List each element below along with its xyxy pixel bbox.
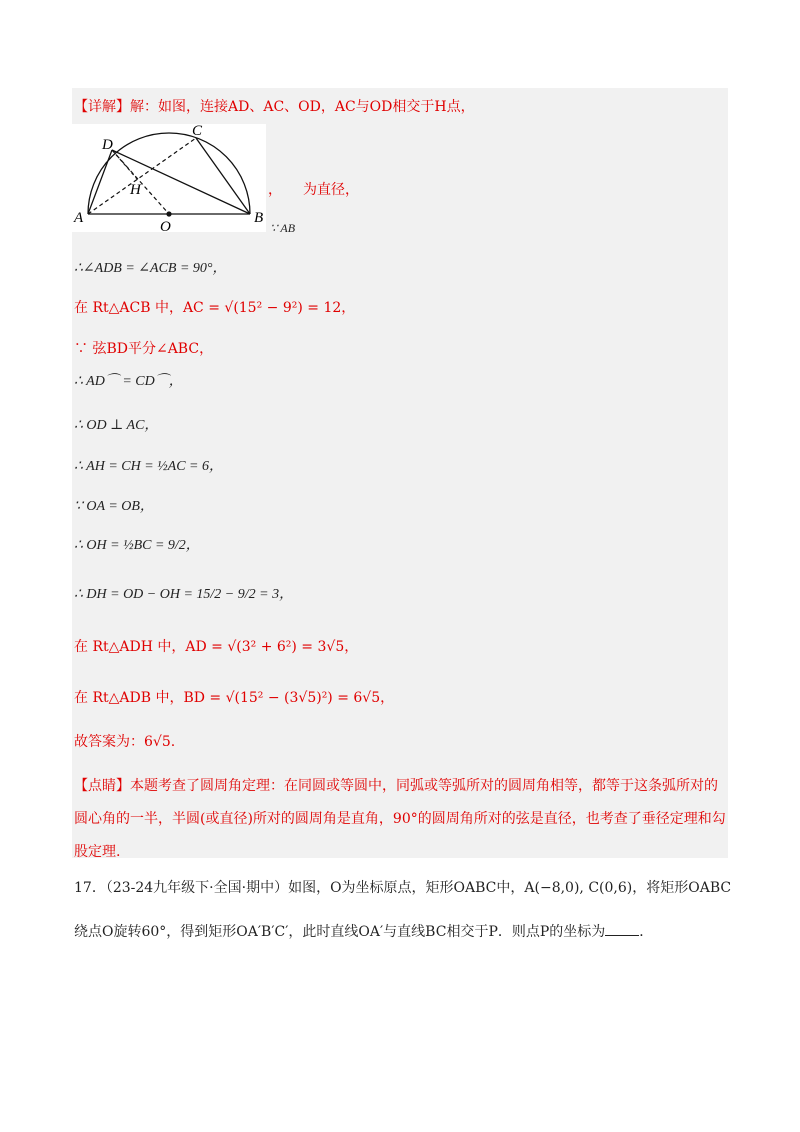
point-tag: 【点睛】 — [74, 778, 130, 794]
point-text-1: 本题考查了圆周角定理：在同圆或等圆中，同弧或等弧所对的圆周角相等，都等于这条弧所对的 — [130, 778, 718, 794]
label-h: H — [130, 182, 141, 198]
because-ab: ∵ AB — [270, 221, 296, 235]
solution-intro — [74, 97, 475, 117]
label-d: D — [102, 137, 113, 153]
diameter-text: ， 为直径， — [268, 182, 359, 198]
step-6: ∴ AH = CH = ½AC = 6， — [74, 459, 223, 474]
intro-text: 解：如图，连接AD、AC、OD，AC与OD相交于H点， — [130, 99, 475, 115]
answer-blank[interactable] — [605, 923, 639, 936]
label-b: B — [254, 210, 264, 226]
question-17-line-1: 17．（23-24九年级下·全国·期中）如图，O为坐标原点，矩形OABC中，A(−8,0), C(0,6)，将矩形OABC — [74, 880, 732, 896]
question-17-text: 绕点O旋转60°，得到矩形OA′B′C′，此时直线OA′与直线BC相交于P．则点P的坐标为 — [74, 924, 606, 940]
step-10: 在 Rt△ADH 中，AD = √(3² + 6²) = 3√5， — [74, 639, 359, 655]
step-11: 在 Rt△ADB 中，BD = √(15² − (3√5)²) = 6√5， — [74, 690, 395, 706]
detail-tag: 【详解】 — [74, 99, 130, 115]
step-8: ∴ OH = ½BC = 9/2， — [74, 538, 200, 553]
step-3: ∵ 弦BD平分∠ABC， — [74, 341, 214, 357]
point-line-3: 股定理. — [74, 844, 121, 860]
step-1: ∴∠ADB = ∠ACB = 90°， — [74, 261, 227, 276]
question-17-end: ． — [639, 924, 654, 940]
step-2: 在 Rt△ACB 中，AC = √(15² − 9²) = 12， — [74, 300, 356, 316]
step-7: ∵ OA = OB， — [74, 499, 154, 514]
label-o: O — [160, 219, 171, 232]
step-4: ∴ AD⌒ = CD⌒， — [74, 374, 183, 389]
semicircle-figure — [72, 124, 266, 232]
step-9: ∴ DH = OD − OH = 15/2 − 9/2 = 3， — [74, 587, 294, 602]
question-17-line-2 — [74, 922, 653, 942]
label-a: A — [74, 210, 84, 226]
step-5: ∴ OD ⊥ AC， — [74, 418, 159, 433]
label-c: C — [192, 124, 203, 139]
point-line-2: 圆心角的一半，半圆(或直径)所对的圆周角是直角，90°的圆周角所对的弦是直径，也考查了垂径定理和勾 — [74, 811, 726, 827]
semicircle-diagram — [72, 124, 266, 232]
point-line-1 — [74, 776, 718, 796]
final-answer: 故答案为：6√5. — [74, 734, 176, 750]
